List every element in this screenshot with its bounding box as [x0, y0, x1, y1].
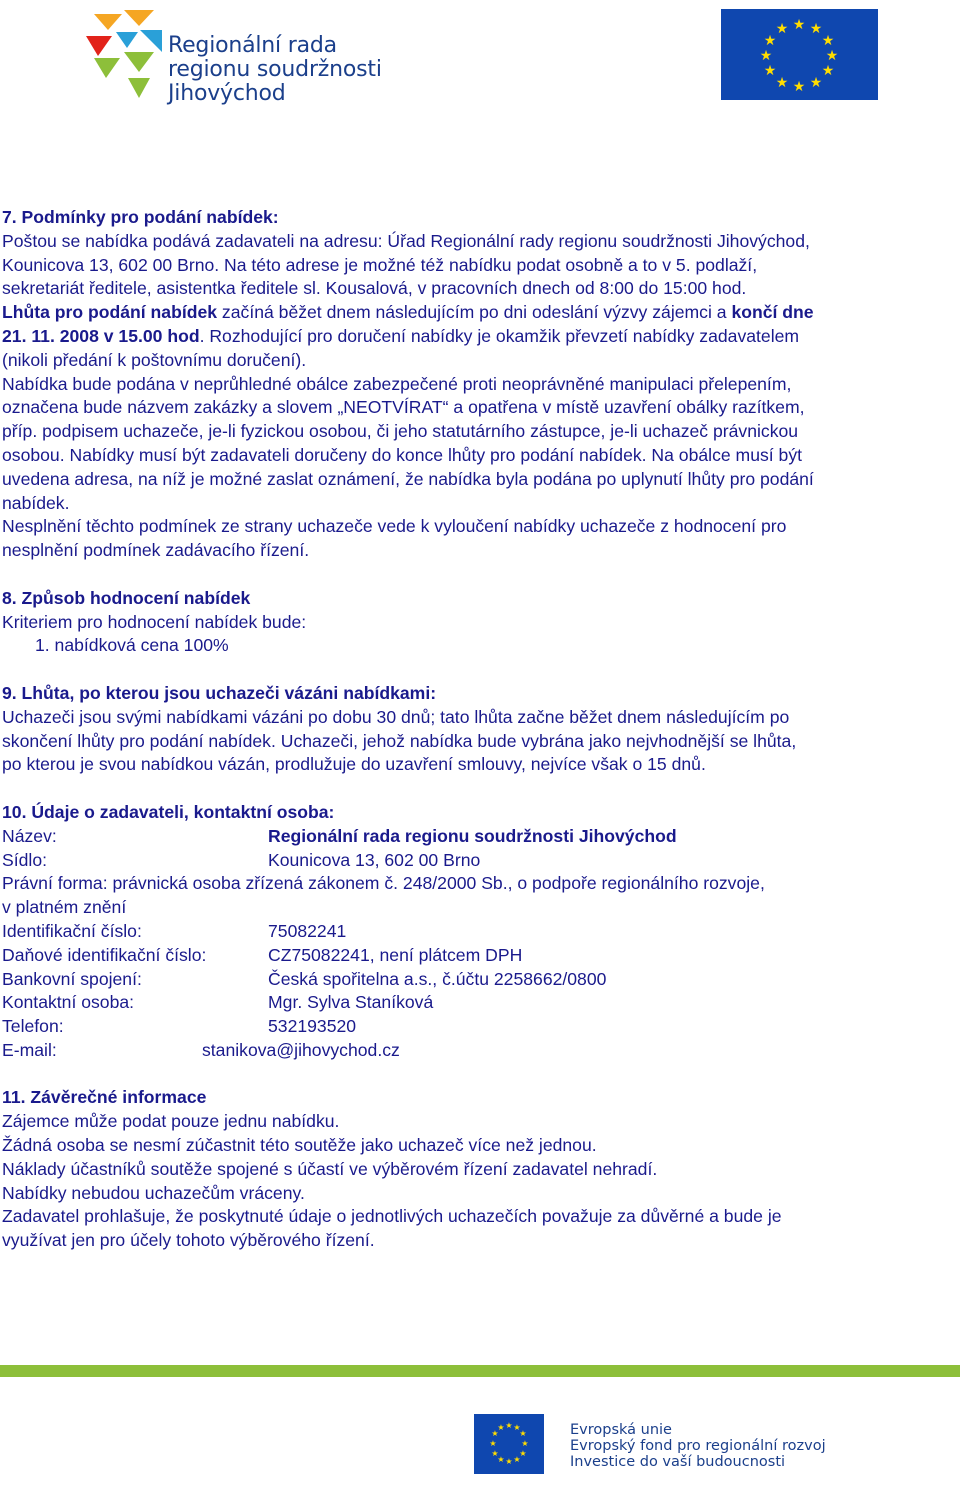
field-label: Název:	[2, 825, 57, 846]
eu-stars-icon	[474, 1414, 544, 1474]
section-11-line: Zájemce může podat pouze jednu nabídku.	[2, 1111, 340, 1132]
section-7-line: Poštou se nabídka podává zadavateli na adresu: Úřad Regionální rady regionu soudržnosti Jihovýchod,	[2, 230, 810, 251]
field-tax-id	[2, 944, 960, 968]
svg-text:★: ★	[809, 21, 823, 37]
deadline-date: 21. 11. 2008 v 15.00 hod	[2, 325, 200, 346]
field-contact	[2, 991, 960, 1015]
svg-text:★: ★	[763, 63, 777, 79]
section-10-heading: 10. Údaje o zadavateli, kontaktní osoba:	[2, 801, 335, 822]
svg-text:★: ★	[521, 1439, 529, 1448]
field-value: Kounicova 13, 602 00 Brno	[268, 849, 481, 870]
svg-text:★: ★	[821, 33, 835, 49]
email-link[interactable]: stanikova@jihovychod.cz	[202, 1039, 400, 1060]
field-value: 532193520	[268, 1016, 357, 1037]
field-label: Telefon:	[2, 1016, 64, 1037]
field-value: Česká spořitelna a.s., č.účtu 2258662/0800	[268, 968, 607, 989]
eu-footer-text	[570, 1422, 870, 1470]
svg-text:★: ★	[821, 63, 835, 79]
footer-green-rule	[0, 1365, 960, 1377]
section-7-para2-line: Nabídka bude podána v neprůhledné obálce zabezpečené proti neoprávněné manipulaci přelepením,	[2, 373, 792, 394]
field-phone	[2, 1015, 960, 1039]
deadline-text: začíná běžet dnem následujícím po dni odeslání výzvy zájemci a	[217, 302, 732, 323]
svg-text:★: ★	[513, 1455, 521, 1464]
org-logo	[84, 8, 382, 106]
svg-text:★: ★	[505, 1457, 513, 1466]
deadline-bold: Lhůta pro podání nabídek	[2, 302, 218, 323]
legal-form-line: v platném znění	[2, 897, 127, 918]
field-value: Mgr. Sylva Staníková	[268, 992, 434, 1013]
svg-text:★: ★	[497, 1423, 505, 1432]
svg-text:★: ★	[491, 1429, 499, 1438]
deadline-bold: končí dne	[731, 302, 814, 323]
section-9-line: Uchazeči jsou svými nabídkami vázáni po dobu 30 dnů; tato lhůta začne běžet dnem následujícím po	[2, 706, 790, 727]
section-11-line: Nabídky nebudou uchazečům vráceny.	[2, 1182, 305, 1203]
org-logo-emblem-icon	[84, 8, 164, 100]
field-value: Regionální rada regionu soudržnosti Jihovýchod	[268, 825, 677, 846]
section-7-para2-line: označena bude názvem zakázky a slovem „NEOTVÍRAT“ a opatřena v místě uzavření obálky razítkem,	[2, 397, 805, 418]
section-7-deadline-date	[2, 325, 960, 349]
section-11-line: Náklady účastníků soutěže spojené s účastí ve výběrovém řízení zadavatel nehradí.	[2, 1158, 658, 1179]
section-7-para2-line: osobou. Nabídky musí být zadavateli doručeny do konce lhůty pro podání nabídek. Na obálce musí být	[2, 444, 803, 465]
field-label: Kontaktní osoba:	[2, 992, 135, 1013]
section-7-para2-line: příp. podpisem uchazeče, je-li fyzickou osobou, či jeho statutárního zástupce, je-li uchazeč právnickou	[2, 421, 799, 442]
field-label: Sídlo:	[2, 849, 47, 870]
svg-text:★: ★	[825, 48, 839, 64]
section-7-line: (nikoli předání k poštovnímu doručení).	[2, 349, 307, 370]
section-7-para2-line: nabídek.	[2, 492, 70, 513]
eu-footer-line-3: Investice do vaší budoucnosti	[570, 1454, 786, 1470]
section-9-line: po kterou je svou nabídkou vázán, prodlužuje do uzavření smlouvy, nejvíce však o 15 dnů.	[2, 754, 706, 775]
svg-text:★: ★	[519, 1429, 527, 1438]
section-7-para3-line: nesplnění podmínek zadávacího řízení.	[2, 540, 310, 561]
eu-stars-icon	[721, 9, 878, 100]
field-bank	[2, 968, 960, 992]
field-label: Identifikační číslo:	[2, 920, 142, 941]
svg-text:★: ★	[792, 79, 806, 95]
section-11-heading: 11. Závěrečné informace	[2, 1087, 207, 1108]
field-label: Daňové identifikační číslo:	[2, 944, 207, 965]
field-id	[2, 920, 960, 944]
eu-flag-footer	[474, 1414, 544, 1474]
svg-text:★: ★	[792, 17, 806, 33]
field-value: 75082241	[268, 920, 347, 941]
field-label: Bankovní spojení:	[2, 968, 142, 989]
section-7-deadline	[2, 301, 960, 325]
field-seat	[2, 849, 960, 873]
svg-text:★: ★	[513, 1423, 521, 1432]
field-email	[2, 1039, 960, 1063]
org-logo-line-1: Regionální rada	[168, 33, 337, 58]
eu-footer-line-1: Evropská unie	[570, 1422, 672, 1438]
section-8-line: Kriteriem pro hodnocení nabídek bude:	[2, 611, 307, 632]
field-value: CZ75082241, není plátcem DPH	[268, 944, 523, 965]
svg-text:★: ★	[759, 48, 773, 64]
section-11-line: Žádná osoba se nesmí zúčastnit této soutěže jako uchazeč více než jednou.	[2, 1135, 597, 1156]
svg-text:★: ★	[519, 1449, 527, 1458]
svg-text:★: ★	[489, 1439, 497, 1448]
svg-text:★: ★	[497, 1455, 505, 1464]
field-label: E-mail:	[2, 1039, 57, 1060]
svg-text:★: ★	[763, 33, 777, 49]
section-7-line: Kounicova 13, 602 00 Brno. Na této adrese je možné též nabídku podat osobně a to v 5. podlaží,	[2, 254, 758, 275]
deadline-text: . Rozhodující pro doručení nabídky je okamžik převzetí nabídky zadavatelem	[199, 325, 800, 346]
svg-text:★: ★	[809, 75, 823, 91]
section-7-para3-line: Nesplnění těchto podmínek ze strany uchazeče vede k vyloučení nabídky uchazeče z hodnocení pro	[2, 516, 787, 537]
svg-text:★: ★	[775, 21, 789, 37]
svg-text:★: ★	[505, 1421, 513, 1430]
eu-flag-header	[721, 9, 878, 100]
section-7-para2-line: uvedena adresa, na níž je možné zaslat oznámení, že nabídka byla podána po uplynutí lhůty pro podání	[2, 468, 814, 489]
section-11-line: využívat jen pro účely tohoto výběrového řízení.	[2, 1230, 375, 1251]
section-9-line: skončení lhůty pro podání nabídek. Uchazeči, jehož nabídka bude vybrána jako nejvhodnější se lhůta,	[2, 730, 797, 751]
section-7-heading: 7. Podmínky pro podání nabídek:	[2, 207, 279, 227]
eu-footer-line-2: Evropský fond pro regionální rozvoj	[570, 1438, 826, 1454]
section-9-heading: 9. Lhůta, po kterou jsou uchazeči vázáni nabídkami:	[2, 682, 437, 703]
section-8-criterion: 1. nabídková cena 100%	[35, 635, 229, 656]
org-logo-line-3: Jihovýchod	[168, 81, 286, 106]
svg-text:★: ★	[491, 1449, 499, 1458]
svg-text:★: ★	[775, 75, 789, 91]
org-logo-line-2: regionu soudržnosti	[168, 57, 382, 82]
legal-form-line: Právní forma: právnická osoba zřízená zákonem č. 248/2000 Sb., o podpoře regionálního rozvoje,	[2, 873, 765, 894]
section-7-line: sekretariát ředitele, asistentka ředitele sl. Kousalová, v pracovních dnech od 8:00 do 15:00 hod.	[2, 278, 747, 299]
section-11-line: Zadavatel prohlašuje, že poskytnuté údaje o jednotlivých uchazečích považuje za důvěrné a bude je	[2, 1206, 782, 1227]
section-8-heading: 8. Způsob hodnocení nabídek	[2, 587, 251, 608]
field-name	[2, 825, 960, 849]
document-body	[2, 206, 960, 1253]
